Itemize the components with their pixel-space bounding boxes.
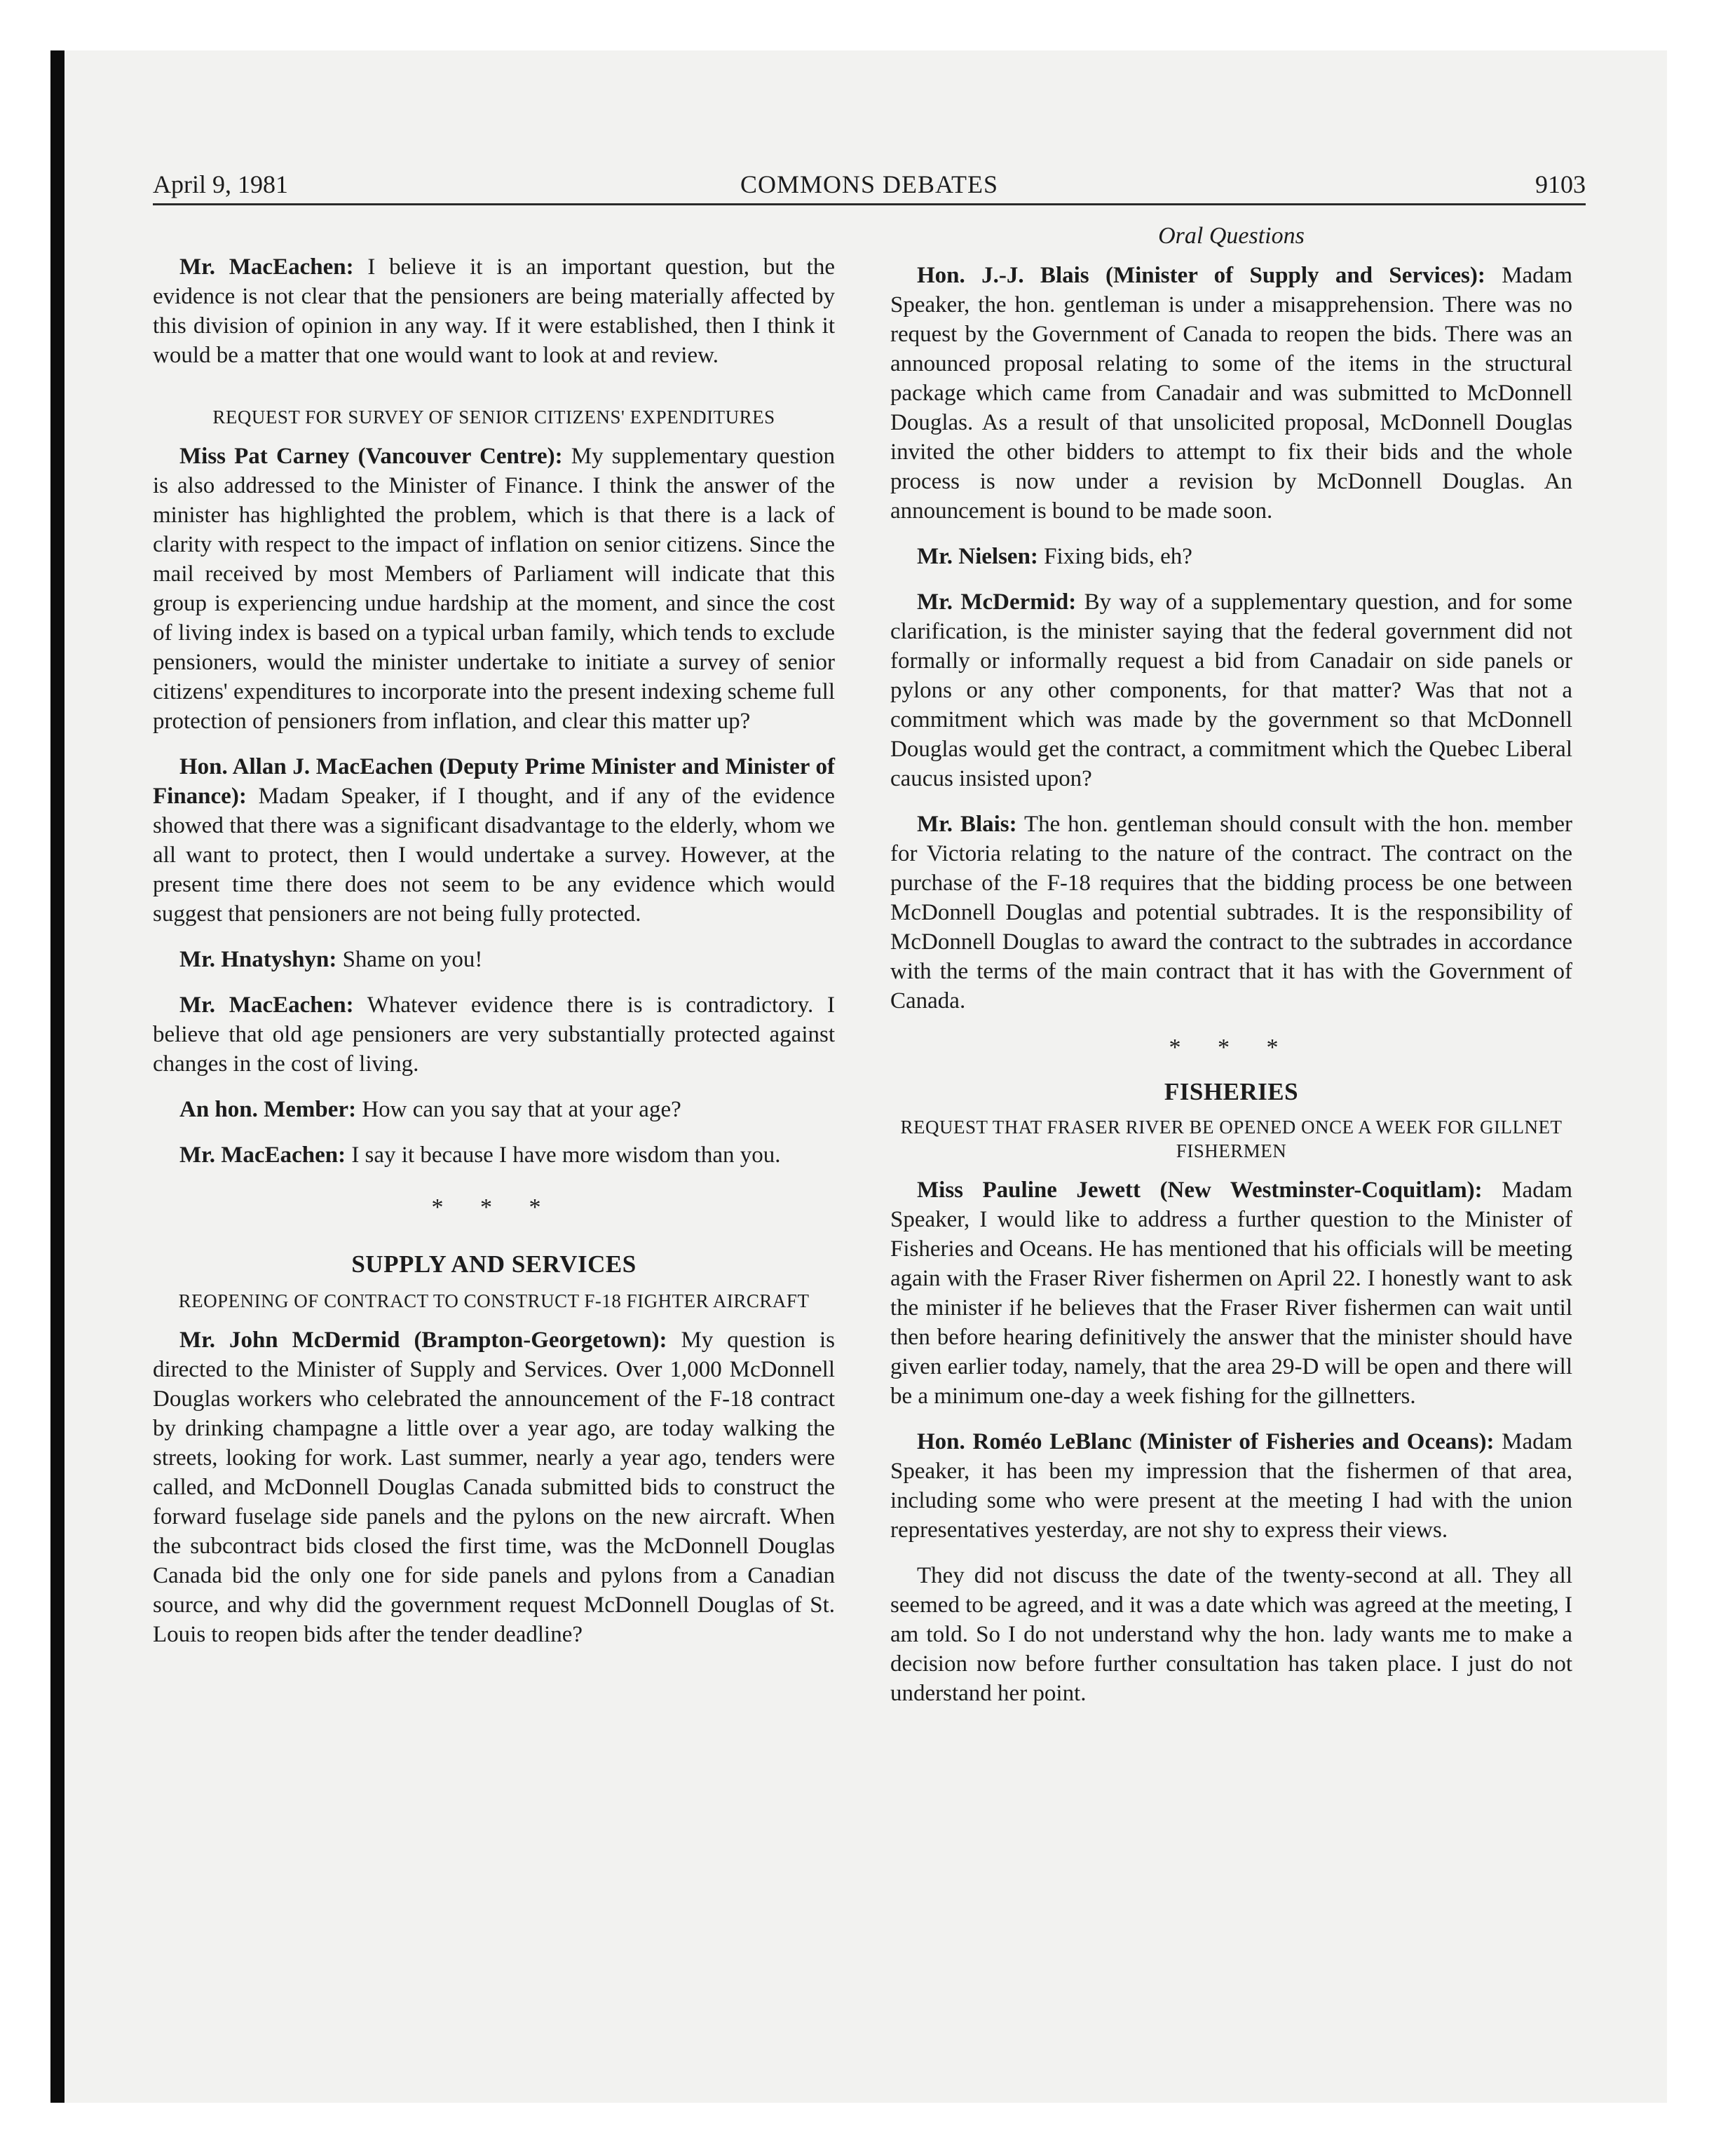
paragraph (890, 1175, 1572, 1411)
speech-text: By way of a supplementary question, and for some clarification, is the minister saying that the federal government did not formally or informally request a bid from Canadair on side panels or pylons or any other components, for that matter? Was that not a commitment which was made by the government so that McDonnell Douglas would get the contract, a commitment which the Quebec Liberal caucus insisted upon? (890, 589, 1572, 791)
speech-text: Shame on you! (336, 947, 483, 972)
page-header (153, 168, 1586, 200)
section-separator: * * * (431, 1194, 557, 1220)
paragraph (890, 1561, 1572, 1708)
speech-text: I believe it is an important question, but the evidence is not clear that the pensioners are being materially affected by this division of opinion in any way. If it were established, then I think it would be a matter that one would want to look at and review. (153, 254, 836, 368)
paragraph (153, 442, 835, 736)
speech-text: My question is directed to the Minister of Supply and Services. Over 1,000 McDonnell Douglas workers who celebrated the announcement of the F-18 contract by drinking champagne a little over a year ago, are today walking the streets, looking for work. Last summer, nearly a year ago, tenders were called, and McDonnell Douglas Canada submitted bids to construct the forward fuselage side panels and the pylons on the new aircraft. When the subcontract bids closed the first time, was the McDonnell Douglas Canada bid the only one for side panels and pylons from a Canadian source, and why did the government request McDonnell Douglas of St. Louis to reopen bids after the tender deadline? (153, 1328, 835, 1647)
speech-text: The hon. gentleman should consult with the hon. member for Victoria relating to the nature of the contract. The contract on the purchase of the F-18 requires that the bidding process be one between McDonnell Douglas and potential subtrades. It is the responsibility of McDonnell Douglas to award the contract to the subtrades in accordance with the terms of the main contract that it has with the Government of Canada. (890, 812, 1572, 1014)
header-page-number: 9103 (1535, 170, 1586, 198)
header-date: April 9, 1981 (153, 170, 288, 198)
paragraph (890, 261, 1572, 526)
speaker-name: Mr. John McDermid (Brampton-Georgetown): (179, 1328, 667, 1353)
paragraph (153, 1095, 835, 1124)
speaker-name: Mr. McDermid: (917, 589, 1077, 615)
paragraph (153, 1325, 835, 1649)
section-heading: FISHERIES (1164, 1078, 1299, 1105)
subheading: REQUEST FOR SURVEY OF SENIOR CITIZENS' EXPENDITURES (212, 407, 775, 428)
scan-border (50, 50, 64, 2103)
section-heading: SUPPLY AND SERVICES (351, 1250, 637, 1278)
speech-text: Madam Speaker, if I thought, and if any of the evidence showed that there was a significant disadvantage to the elderly, whom we all want to protect, then I would undertake a survey. However, at the present time there does not seem to be any evidence which would suggest that pensioners are not being fully protected. (153, 784, 835, 927)
paragraph (153, 252, 835, 370)
speaker-name: Mr. Hnatyshyn: (179, 947, 337, 972)
speech-text: I say it because I have more wisdom than you. (346, 1142, 781, 1168)
speaker-name: Mr. MacEachen: (179, 992, 354, 1018)
paragraph (890, 1427, 1572, 1545)
paragraph (153, 1140, 835, 1170)
paragraph (890, 810, 1572, 1016)
section-separator: * * * (1169, 1035, 1294, 1060)
speech-text: Fixing bids, eh? (1037, 544, 1192, 569)
speaker-name: Miss Pat Carney (Vancouver Centre): (179, 444, 563, 469)
speech-text: They did not discuss the date of the twenty-second at all. They all seemed to be agreed, and it was a date which was agreed at the meeting, I am told. So I do not understand why the hon. lady wants me to make a decision now before further consultation has taken place. I just do not understand her point. (890, 1563, 1572, 1706)
speaker-name: Hon. Roméo LeBlanc (Minister of Fisheries and Oceans): (917, 1429, 1495, 1454)
speech-text: My supplementary question is also addressed to the Minister of Finance. I think the answer of the minister has highlighted the problem, which is that there is a lack of clarity with respect to the impact of inflation on senior citizens. Since the mail received by most Members of Parliament will indicate that this group is experiencing undue hardship at the moment, and since the cost of living index is based on a typical urban family, which tends to exclude pensioners, would the minister undertake to initiate a survey of senior citizens' expenditures to incorporate into the present indexing scheme full protection of pensioners from inflation, and clear this matter up? (153, 444, 836, 734)
subheading: REQUEST THAT FRASER RIVER BE OPENED ONCE A WEEK FOR GILLNET FISHERMEN (900, 1117, 1563, 1161)
speech-text: Madam Speaker, I would like to address a further question to the Minister of Fisheries and Oceans. He has mentioned that his officials will be meeting again with the Fraser River fishermen on April 22. I honestly want to ask the minister if he believes that the Fraser River fishermen can wait until then before hearing definitively the answer that the minister should have given earlier today, namely, that the area 29-D will be open and there will be a minimum one-day a week fishing for the gillnetters. (890, 1178, 1573, 1409)
speaker-name: Mr. MacEachen: (179, 1142, 346, 1168)
running-head: Oral Questions (1158, 223, 1305, 249)
speaker-name: Miss Pauline Jewett (New Westminster-Coquitlam): (917, 1178, 1483, 1203)
left-column (153, 221, 835, 1665)
speech-text: How can you say that at your age? (356, 1097, 681, 1122)
paragraph (153, 990, 835, 1079)
speech-text: Madam Speaker, the hon. gentleman is under a misapprehension. There was no request by the Government of Canada to reopen the bids. There was an announced proposal relating to some of the items in the structural package which came from Canadair and was submitted to McDonnell Douglas. As a result of that unsolicited proposal, McDonnell Douglas invited the other bidders to attempt to fix their bids and the whole process is now under a revision by McDonnell Douglas. An announcement is bound to be made soon. (890, 263, 1572, 524)
speaker-name: An hon. Member: (179, 1097, 357, 1122)
speaker-name: Hon. Allan J. MacEachen (Deputy Prime Minister and Minister of Finance): (153, 754, 835, 809)
speech-text: Whatever evidence there is is contradictory. I believe that old age pensioners are very substantially protected against changes in the cost of living. (153, 992, 835, 1077)
paragraph (153, 752, 835, 929)
header-title: COMMONS DEBATES (740, 170, 999, 198)
speech-text: Madam Speaker, it has been my impression that the fishermen of that area, including some who were present at the meeting I had with the union representatives yesterday, are not shy to express their views. (890, 1429, 1572, 1543)
subheading: REOPENING OF CONTRACT TO CONSTRUCT F-18 FIGHTER AIRCRAFT (178, 1290, 810, 1311)
right-column (890, 221, 1572, 1724)
paragraph (153, 945, 835, 974)
paragraph (890, 587, 1572, 793)
speaker-name: Mr. MacEachen: (179, 254, 354, 280)
header-rule (153, 203, 1586, 205)
speaker-name: Mr. Blais: (917, 812, 1017, 837)
speaker-name: Mr. Nielsen: (917, 544, 1038, 569)
speaker-name: Hon. J.-J. Blais (Minister of Supply and Services): (917, 263, 1485, 288)
paragraph (890, 542, 1572, 571)
